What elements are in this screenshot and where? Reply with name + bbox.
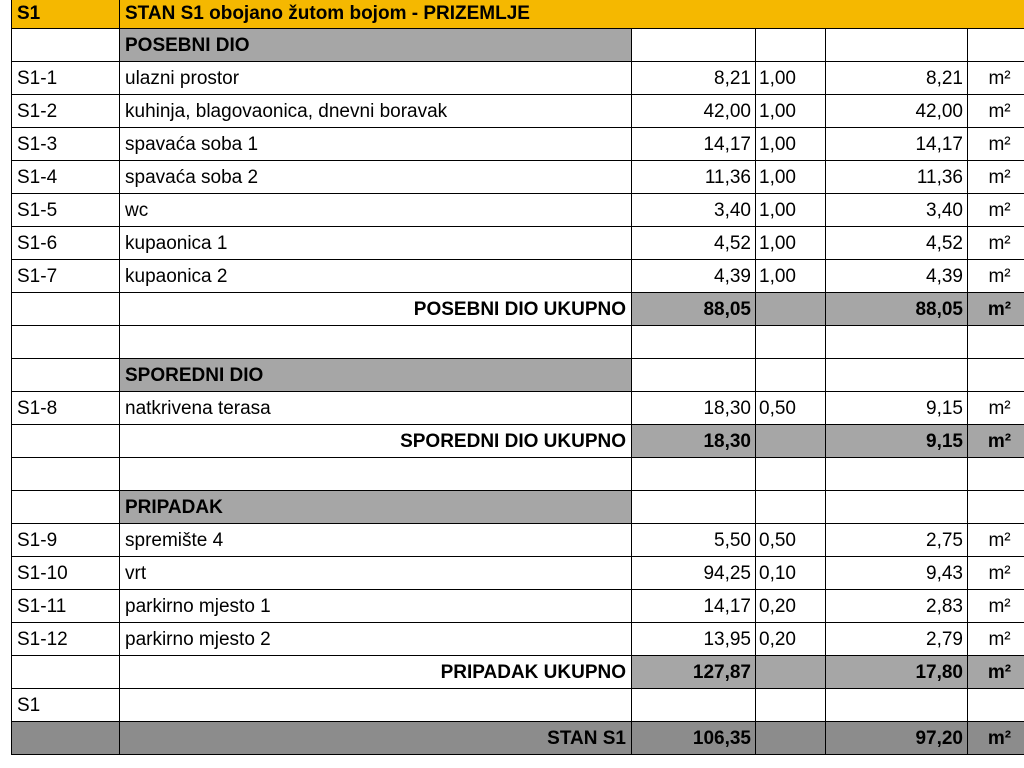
section-total-row — [12, 656, 1024, 689]
grand-total-row — [12, 722, 1024, 755]
room-unit: m² — [968, 590, 1024, 623]
table-row — [12, 392, 1024, 425]
room-unit: m² — [968, 194, 1024, 227]
room-area: 11,36 — [632, 161, 756, 194]
room-area: 18,30 — [632, 392, 756, 425]
room-name: kupaonica 1 — [120, 227, 632, 260]
room-name: ulazni prostor — [120, 62, 632, 95]
room-net-area: 3,40 — [826, 194, 968, 227]
room-factor: 0,50 — [756, 392, 826, 425]
spacer-row — [12, 458, 1024, 491]
room-net-area: 2,75 — [826, 524, 968, 557]
section-title-row — [12, 359, 1024, 392]
section-total-area: 88,05 — [632, 293, 756, 326]
grand-total-net-area: 97,20 — [826, 722, 968, 755]
room-name: parkirno mjesto 2 — [120, 623, 632, 656]
section-title-row — [12, 29, 1024, 62]
room-unit: m² — [968, 95, 1024, 128]
room-unit: m² — [968, 227, 1024, 260]
grand-total-unit: m² — [968, 722, 1024, 755]
section-title: SPOREDNI DIO — [120, 359, 632, 392]
room-code: S1-2 — [12, 95, 120, 128]
room-factor: 1,00 — [756, 128, 826, 161]
room-code: S1-3 — [12, 128, 120, 161]
table-header-row — [12, 0, 1024, 29]
room-area: 5,50 — [632, 524, 756, 557]
room-area: 4,52 — [632, 227, 756, 260]
room-code: S1-6 — [12, 227, 120, 260]
room-code: S1-4 — [12, 161, 120, 194]
section-total-label: SPOREDNI DIO UKUPNO — [120, 425, 632, 458]
room-code: S1-7 — [12, 260, 120, 293]
grand-total-label: STAN S1 — [120, 722, 632, 755]
section-total-unit: m² — [968, 293, 1024, 326]
room-net-area: 4,39 — [826, 260, 968, 293]
room-name: parkirno mjesto 1 — [120, 590, 632, 623]
section-total-net-area: 88,05 — [826, 293, 968, 326]
room-area: 3,40 — [632, 194, 756, 227]
room-area: 14,17 — [632, 128, 756, 161]
room-factor: 1,00 — [756, 227, 826, 260]
header-title: STAN S1 obojano žutom bojom - PRIZEMLJE — [120, 0, 1024, 29]
room-area: 42,00 — [632, 95, 756, 128]
room-code: S1-5 — [12, 194, 120, 227]
room-unit: m² — [968, 557, 1024, 590]
room-unit: m² — [968, 161, 1024, 194]
table-row — [12, 128, 1024, 161]
room-net-area: 8,21 — [826, 62, 968, 95]
room-unit: m² — [968, 524, 1024, 557]
room-code: S1-8 — [12, 392, 120, 425]
footer-code: S1 — [12, 689, 120, 722]
section-total-area: 18,30 — [632, 425, 756, 458]
room-area: 8,21 — [632, 62, 756, 95]
table-row — [12, 95, 1024, 128]
room-factor: 0,50 — [756, 524, 826, 557]
grand-total-area: 106,35 — [632, 722, 756, 755]
room-factor: 0,20 — [756, 590, 826, 623]
room-name: wc — [120, 194, 632, 227]
section-total-row — [12, 425, 1024, 458]
section-total-row — [12, 293, 1024, 326]
room-factor: 1,00 — [756, 194, 826, 227]
room-unit: m² — [968, 128, 1024, 161]
table-row — [12, 227, 1024, 260]
room-area: 14,17 — [632, 590, 756, 623]
room-area: 13,95 — [632, 623, 756, 656]
room-net-area: 14,17 — [826, 128, 968, 161]
room-net-area: 2,79 — [826, 623, 968, 656]
table-row — [12, 557, 1024, 590]
room-code: S1-10 — [12, 557, 120, 590]
room-code: S1-11 — [12, 590, 120, 623]
section-total-net-area: 17,80 — [826, 656, 968, 689]
section-total-label: POSEBNI DIO UKUPNO — [120, 293, 632, 326]
room-area: 94,25 — [632, 557, 756, 590]
table-row — [12, 260, 1024, 293]
room-code: S1-9 — [12, 524, 120, 557]
section-title: POSEBNI DIO — [120, 29, 632, 62]
room-area: 4,39 — [632, 260, 756, 293]
room-net-area: 42,00 — [826, 95, 968, 128]
table-row — [12, 194, 1024, 227]
table-row — [12, 590, 1024, 623]
room-factor: 1,00 — [756, 62, 826, 95]
room-factor: 1,00 — [756, 260, 826, 293]
area-calculation-table — [11, 0, 1024, 755]
room-code: S1-1 — [12, 62, 120, 95]
section-total-net-area: 9,15 — [826, 425, 968, 458]
room-name: spavaća soba 2 — [120, 161, 632, 194]
room-name: vrt — [120, 557, 632, 590]
room-unit: m² — [968, 392, 1024, 425]
room-unit: m² — [968, 623, 1024, 656]
table-row — [12, 623, 1024, 656]
room-factor: 0,10 — [756, 557, 826, 590]
section-title-row — [12, 491, 1024, 524]
section-total-unit: m² — [968, 425, 1024, 458]
room-name: kuhinja, blagovaonica, dnevni boravak — [120, 95, 632, 128]
section-title: PRIPADAK — [120, 491, 632, 524]
room-code: S1-12 — [12, 623, 120, 656]
section-total-label: PRIPADAK UKUPNO — [120, 656, 632, 689]
room-net-area: 9,43 — [826, 557, 968, 590]
room-factor: 1,00 — [756, 95, 826, 128]
room-net-area: 2,83 — [826, 590, 968, 623]
room-name: spremište 4 — [120, 524, 632, 557]
room-name: kupaonica 2 — [120, 260, 632, 293]
room-name: natkrivena terasa — [120, 392, 632, 425]
spacer-row — [12, 326, 1024, 359]
footer-code-row — [12, 689, 1024, 722]
room-factor: 0,20 — [756, 623, 826, 656]
section-total-area: 127,87 — [632, 656, 756, 689]
table-row — [12, 62, 1024, 95]
room-unit: m² — [968, 260, 1024, 293]
section-total-unit: m² — [968, 656, 1024, 689]
room-factor: 1,00 — [756, 161, 826, 194]
room-unit: m² — [968, 62, 1024, 95]
header-code: S1 — [12, 0, 120, 29]
room-net-area: 9,15 — [826, 392, 968, 425]
room-name: spavaća soba 1 — [120, 128, 632, 161]
room-net-area: 4,52 — [826, 227, 968, 260]
room-net-area: 11,36 — [826, 161, 968, 194]
table-row — [12, 524, 1024, 557]
table-row — [12, 161, 1024, 194]
